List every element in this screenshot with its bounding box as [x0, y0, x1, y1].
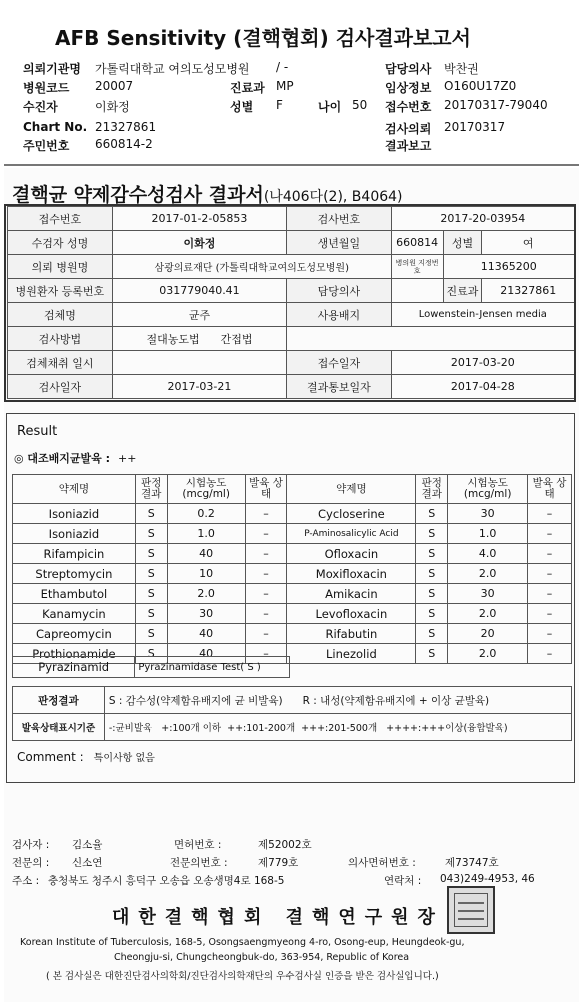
drug-right-conc: 30 [448, 504, 528, 524]
legend-table [12, 686, 572, 741]
address-label: 주소 : [12, 875, 40, 887]
drug-left-conc: 30 [167, 604, 245, 624]
result-date-value: 2017-04-28 [391, 375, 574, 399]
drug-right-name: Rifabutin [287, 624, 416, 644]
contact-label: 연락처 : [384, 875, 422, 887]
received-value: 2017-03-20 [391, 351, 574, 375]
drug-right-name: Amikacin [287, 584, 416, 604]
drug-right-judge: S [416, 644, 448, 664]
drug-left-conc: 0.2 [167, 504, 245, 524]
drug-left-status: – [245, 564, 287, 584]
drug-right-name: Ofloxacin [287, 544, 416, 564]
clinical-label: 임상정보 [385, 81, 432, 95]
judge-legend-s: S : 감수성(약제함유배지에 균 비발육) [108, 694, 283, 707]
drug-right-judge: S [416, 504, 448, 524]
drug-right-judge: S [416, 524, 448, 544]
drug-right-status: – [528, 624, 572, 644]
drug-left-judge: S [135, 644, 167, 664]
drug-left-status: – [245, 624, 287, 644]
drug-right-conc: 2.0 [448, 604, 528, 624]
drug-row [13, 544, 572, 564]
drug-left-status: – [245, 644, 287, 664]
drug-left-conc: 2.0 [167, 584, 245, 604]
drug-left-judge: S [135, 604, 167, 624]
collect-value [112, 351, 286, 375]
name-label: 수검자 성명 [8, 231, 113, 255]
patient-label: 수진자 [23, 100, 58, 114]
drug-right-conc: 4.0 [448, 544, 528, 564]
dept-value: MP [276, 79, 294, 93]
drug-left-status: – [245, 604, 287, 624]
report-title-code: (나406다(2), B4064) [263, 189, 403, 205]
specialist-value: 신소연 [72, 857, 103, 869]
age-value: 50 [352, 98, 368, 112]
method-value [112, 327, 286, 351]
judge-header: 판정 결과 [135, 475, 167, 504]
pyrazinamide-row [12, 656, 290, 678]
drug-left-name: Streptomycin [13, 564, 136, 584]
drug-left-name: Isoniazid [13, 504, 136, 524]
drug-left-judge: S [135, 524, 167, 544]
drug-left-status: – [245, 544, 287, 564]
hospital-code-value: 11365200 [443, 255, 574, 279]
specimen-value: 균주 [112, 303, 286, 327]
info-doctor-value [391, 279, 443, 303]
drug-right-conc: 2.0 [448, 644, 528, 664]
doctor-label: 담당의사 [385, 62, 432, 76]
method-absolute: 절대농도법 [146, 332, 200, 346]
received-label: 접수일자 [287, 351, 392, 375]
drug-left-status: – [245, 584, 287, 604]
judge-legend-label: 판정결과 [13, 687, 105, 714]
drug-right-judge: S [416, 544, 448, 564]
drug-row [13, 604, 572, 624]
drug-right-status: – [528, 644, 572, 664]
official-seal [447, 886, 495, 934]
drug-header: 약제명 [287, 475, 416, 504]
drug-right-name: P-Aminosalicylic Acid [287, 524, 416, 544]
pyrazinamide-value: Pyrazinamidase Test( S ) [135, 657, 290, 678]
chart-label: Chart No. [23, 120, 88, 134]
tester-label: 검사자 : [12, 839, 50, 851]
spec-no-value: 제779호 [258, 857, 299, 869]
drug-left-judge: S [135, 564, 167, 584]
receipt-no-value: 2017-01-2-05853 [112, 207, 286, 231]
organization-name: 대한결핵협회 결핵연구원장 [112, 907, 444, 928]
sex-label: 성별 [230, 100, 254, 114]
conc-header: 시험농도 (mcg/ml) [448, 475, 528, 504]
sex-value: F [276, 98, 283, 112]
hospital-value: 삼광의료재단 (가톨릭대학교여의도성모병원) [112, 255, 391, 279]
patient-value: 이화정 [95, 100, 130, 114]
drug-left-name: Ethambutol [13, 584, 136, 604]
control-growth-label: ◎ 대조배지균발육 : [14, 452, 111, 465]
drug-table-body [13, 504, 572, 664]
drug-left-name: Kanamycin [13, 604, 136, 624]
drug-left-judge: S [135, 624, 167, 644]
method-blank [287, 327, 575, 351]
drug-right-conc: 30 [448, 584, 528, 604]
spec-no-label: 전문의번호 : [170, 857, 228, 869]
info-dept-label: 진료과 [443, 279, 482, 303]
drug-right-name: Moxifloxacin [287, 564, 416, 584]
dept-label: 진료과 [230, 81, 265, 95]
test-date-label: 검사일자 [8, 375, 113, 399]
drug-row [13, 524, 572, 544]
judge-legend-r: R : 내성(약제함유배지에 + 이상 균발육) [302, 694, 490, 707]
judge-legend [104, 687, 571, 714]
doctor-no-value: 제73747호 [445, 857, 499, 869]
hospital-label: 의뢰 병원명 [8, 255, 113, 279]
drug-left-conc: 40 [167, 544, 245, 564]
drug-row [13, 564, 572, 584]
result-heading: Result [17, 424, 58, 439]
birth-value: 660814 [391, 231, 443, 255]
test-date-value: 2017-03-21 [112, 375, 286, 399]
contact-value: 043)249-4953, 46 [440, 873, 535, 885]
org-address-en-2: Cheongju-si, Chungcheongbuk-do, 363-954, Republic of Korea [114, 952, 410, 963]
control-growth-value: ++ [118, 452, 137, 465]
report-title [12, 180, 403, 207]
specialist-label: 전문의 : [12, 857, 50, 869]
info-dept-value: 21327861 [482, 279, 575, 303]
patient-info-table [7, 206, 575, 399]
rrn-value: 660814-2 [95, 137, 153, 151]
drug-right-conc: 20 [448, 624, 528, 644]
birth-label: 생년월일 [287, 231, 392, 255]
drug-row [13, 584, 572, 604]
drug-left-status: – [245, 524, 287, 544]
exam-no-label: 검사번호 [287, 207, 392, 231]
drug-right-name: Cycloserine [287, 504, 416, 524]
comment-label: Comment : [17, 750, 84, 764]
drug-left-conc: 40 [167, 624, 245, 644]
doctor-value: 박찬권 [444, 62, 479, 76]
growth-legend-label: 발육상태표시기준 [13, 714, 105, 741]
drug-left-judge: S [135, 584, 167, 604]
header-divider [4, 164, 579, 166]
institution-label: 의뢰기관명 [23, 62, 81, 76]
drug-right-conc: 1.0 [448, 524, 528, 544]
doctor-no-label: 의사면허번호 : [348, 857, 416, 869]
drug-left-name: Isoniazid [13, 524, 136, 544]
drug-left-status: – [245, 504, 287, 524]
drug-left-conc: 10 [167, 564, 245, 584]
org-address-en-1: Korean Institute of Tuberculosis, 168-5, Osongsaengmyeong 4-ro, Osong-eup, Heungdeok-gu, [20, 937, 465, 948]
receipt-value: 20170317-79040 [444, 98, 548, 112]
hospital-code-label: 병원코드 [23, 81, 70, 95]
drug-left-conc: 40 [167, 644, 245, 664]
request-label: 검사의뢰 [385, 122, 432, 136]
drug-right-name: Linezolid [287, 644, 416, 664]
drug-left-judge: S [135, 504, 167, 524]
receipt-label: 접수번호 [385, 100, 432, 114]
drug-header: 약제명 [13, 475, 136, 504]
reg-label: 병원환자 등록번호 [8, 279, 113, 303]
judge-header: 판정 결과 [416, 475, 448, 504]
license-label: 면허번호 : [174, 839, 222, 851]
request-value: 20170317 [444, 120, 506, 134]
drug-right-name: Levofloxacin [287, 604, 416, 624]
reg-value: 031779040.41 [112, 279, 286, 303]
rrn-label: 주민번호 [23, 139, 70, 153]
result-date-label: 결과통보일자 [287, 375, 392, 399]
method-indirect: 간접법 [220, 332, 253, 346]
collect-label: 검체채취 일시 [8, 351, 113, 375]
hospital-code-label: 병의원 지정번호 [391, 255, 443, 279]
pyrazinamide-name: Pyrazinamid [13, 657, 135, 678]
age-label: 나이 [318, 100, 342, 114]
growth-legend: -:균비발육 +:100개 이하 ++:101-200개 +++:201-500개 ++++:+++이상(융합발육) [104, 714, 571, 741]
drug-right-status: – [528, 584, 572, 604]
receipt-no-label: 접수번호 [8, 207, 113, 231]
chart-value: 21327861 [95, 120, 157, 134]
drug-right-status: – [528, 544, 572, 564]
comment-value: 특이사항 없음 [93, 753, 155, 764]
drug-right-judge: S [416, 624, 448, 644]
separator-value: / - [276, 60, 289, 74]
status-header: 발육 상태 [528, 475, 572, 504]
drug-right-status: – [528, 524, 572, 544]
drug-right-judge: S [416, 604, 448, 624]
certification-note: ( 본 검사실은 대한진단검사의학회/진단검사의학재단의 우수검사실 인증을 받은 검사실입니다.) [46, 971, 439, 982]
control-growth [14, 450, 136, 466]
medium-value: Lowenstein-Jensen media [391, 303, 574, 327]
method-label: 검사방법 [8, 327, 113, 351]
drug-right-judge: S [416, 584, 448, 604]
specimen-label: 검체명 [8, 303, 113, 327]
clinical-value: O160U17Z0 [444, 79, 517, 93]
report-title-text: 결핵균 약제감수성검사 결과서 [12, 184, 264, 206]
info-sex-label: 성별 [443, 231, 482, 255]
conc-header: 시험농도 (mcg/ml) [167, 475, 245, 504]
status-header: 발육 상태 [245, 475, 287, 504]
drug-row [13, 504, 572, 524]
page-title: AFB Sensitivity (결핵협회) 검사결과보고서 [55, 26, 471, 50]
drug-left-name: Prothionamide [13, 644, 136, 664]
drug-row [13, 624, 572, 644]
info-sex-value: 여 [482, 231, 575, 255]
drug-table [12, 474, 572, 664]
drug-right-status: – [528, 604, 572, 624]
report-label: 결과보고 [385, 139, 432, 153]
info-doctor-label: 담당의사 [287, 279, 392, 303]
drug-right-conc: 2.0 [448, 564, 528, 584]
drug-right-status: – [528, 564, 572, 584]
institution-value: 가톨릭대학교 여의도성모병원 [95, 62, 250, 76]
drug-left-judge: S [135, 544, 167, 564]
medium-label: 사용배지 [287, 303, 392, 327]
drug-left-name: Rifampicin [13, 544, 136, 564]
drug-right-status: – [528, 504, 572, 524]
comment [17, 749, 155, 764]
tester-value: 김소율 [72, 839, 103, 851]
license-value: 제52002호 [258, 839, 312, 851]
drug-right-judge: S [416, 564, 448, 584]
name-value: 이화정 [112, 231, 286, 255]
drug-left-conc: 1.0 [167, 524, 245, 544]
address-value: 충청북도 청주시 흥덕구 오송읍 오송생명4로 168-5 [48, 875, 285, 887]
exam-no-value: 2017-20-03954 [391, 207, 574, 231]
hospital-code-value: 20007 [95, 79, 134, 93]
drug-left-name: Capreomycin [13, 624, 136, 644]
